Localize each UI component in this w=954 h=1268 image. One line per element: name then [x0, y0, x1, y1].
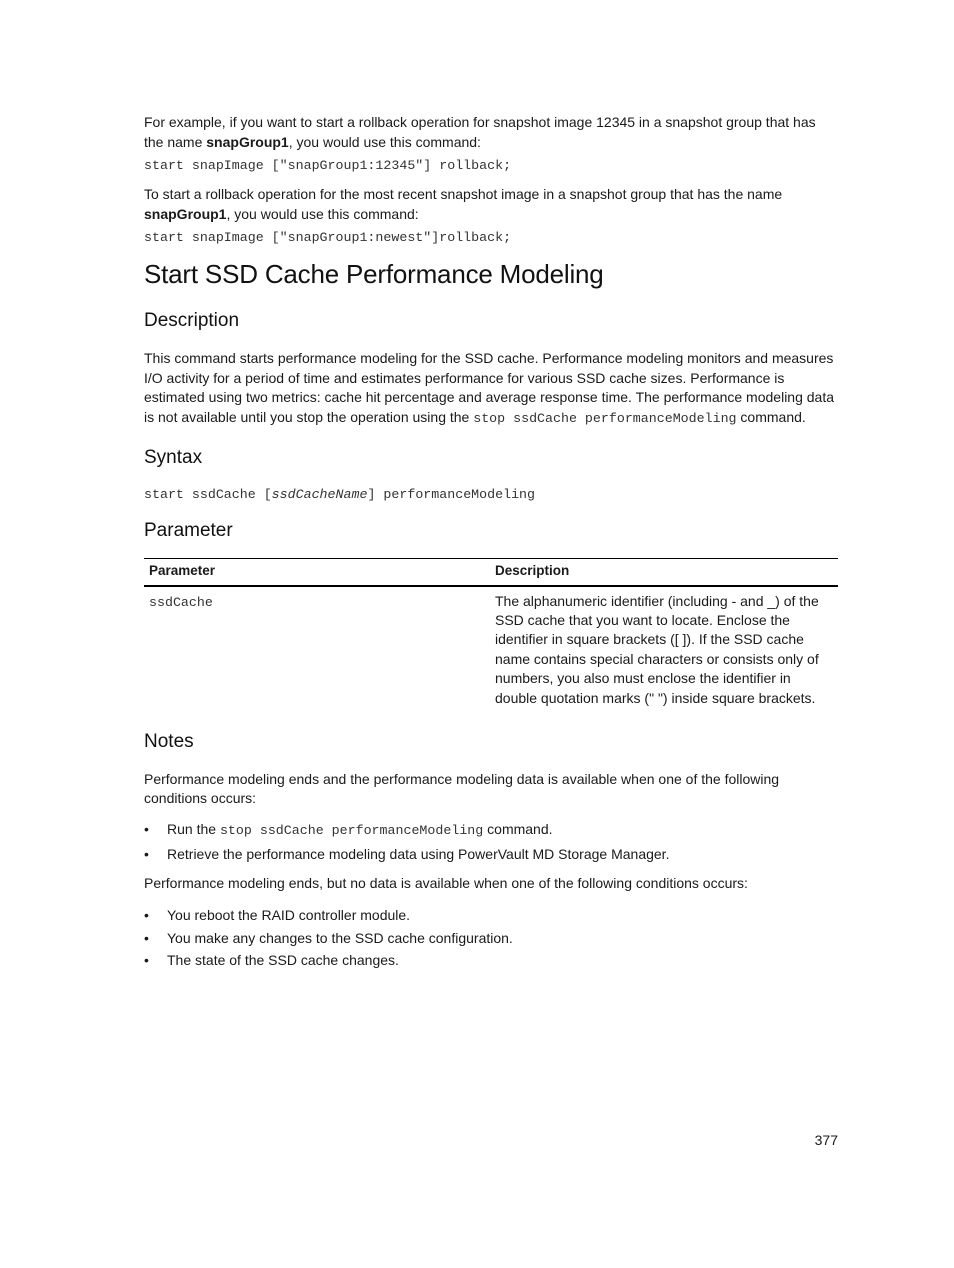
snapgroup-name: snapGroup1 [206, 133, 289, 150]
list-item-text: command. [483, 820, 553, 837]
inline-code: stop ssdCache performanceModeling [219, 822, 484, 838]
syntax-suffix: ] performanceModeling [367, 487, 536, 502]
notes-list-2 [144, 904, 838, 972]
syntax-prefix: start ssdCache [ [144, 487, 272, 502]
page-content [144, 113, 838, 972]
list-item-text: You reboot the RAID controller module. [167, 906, 411, 923]
syntax-parameter: ssdCacheName [271, 487, 368, 502]
bullet: • [144, 952, 149, 969]
notes-paragraph-2: Performance modeling ends, but no data is available when one of the following conditions occurs: [144, 875, 748, 892]
table-cell-parameter [144, 586, 490, 708]
bullet: • [144, 929, 149, 946]
table-row [144, 586, 838, 708]
list-item [144, 949, 838, 972]
inline-code: stop ssdCache performanceModeling [473, 410, 737, 426]
list-item-text: Run the [167, 820, 220, 837]
intro-paragraph-2 [144, 185, 838, 224]
intro-text: , you would use this command: [226, 205, 419, 222]
code-example-2: start snapImage ["snapGroup1:newest"]rollback; [144, 230, 512, 245]
parameter-name: ssdCache [149, 594, 213, 610]
notes-paragraph-1: Performance modeling ends and the performance modeling data is available when one of the following conditions occurs: [144, 770, 780, 807]
code-example-1: start snapImage ["snapGroup1:12345"] rollback; [144, 158, 512, 173]
section-title: Start SSD Cache Performance Modeling [144, 259, 604, 289]
description-heading: Description [144, 310, 240, 331]
list-item [144, 927, 838, 950]
list-item [144, 818, 838, 843]
parameter-heading: Parameter [144, 520, 233, 541]
intro-text: To start a rollback operation for the most recent snapshot image in a snapshot group that has the name [144, 186, 783, 202]
bullet: • [144, 845, 149, 862]
snapgroup-name: snapGroup1 [144, 205, 227, 222]
intro-text: , you would use this command: [288, 133, 481, 150]
table-header-parameter: Parameter [144, 559, 490, 586]
description-text: This command starts performance modeling for the SSD cache. Performance modeling monitors and measures I/O activity for a period of time and estimates performance for various SSD cache sizes. Performance is estimated using two metrics: cache hit percentage and average response time. The performance modeling data is not available until you stop the operation using the [144, 350, 835, 425]
table-cell-description: The alphanumeric identifier (including - and _) of the SSD cache that you want to locate. Enclose the identifier in square brackets ([ ]). If the SSD cache name contains special characters or consists only of numbers, you also must enclose the identifier in double quotation marks (" ") inside square brackets. [495, 592, 819, 706]
list-item-text: You make any changes to the SSD cache configuration. [167, 929, 513, 946]
list-item [144, 904, 838, 927]
description-text: command. [736, 408, 806, 425]
list-item-text: The state of the SSD cache changes. [167, 952, 399, 969]
intro-text: For example, if you want to start a rollback operation for snapshot image 12345 in a snapshot group that has the name [144, 114, 816, 150]
bullet: • [144, 906, 149, 923]
notes-heading: Notes [144, 730, 194, 752]
list-item-text: Retrieve the performance modeling data using PowerVault MD Storage Manager. [167, 845, 670, 862]
table-header-description: Description [490, 559, 838, 586]
notes-list-1 [144, 818, 838, 865]
syntax-code [144, 485, 838, 504]
page-number: 377 [814, 1132, 838, 1148]
syntax-heading: Syntax [144, 447, 203, 468]
list-item [144, 843, 838, 866]
intro-paragraph-1 [144, 113, 838, 152]
description-paragraph [144, 349, 838, 428]
table-header-row [144, 559, 838, 586]
bullet: • [144, 820, 149, 837]
parameter-table [144, 558, 838, 708]
